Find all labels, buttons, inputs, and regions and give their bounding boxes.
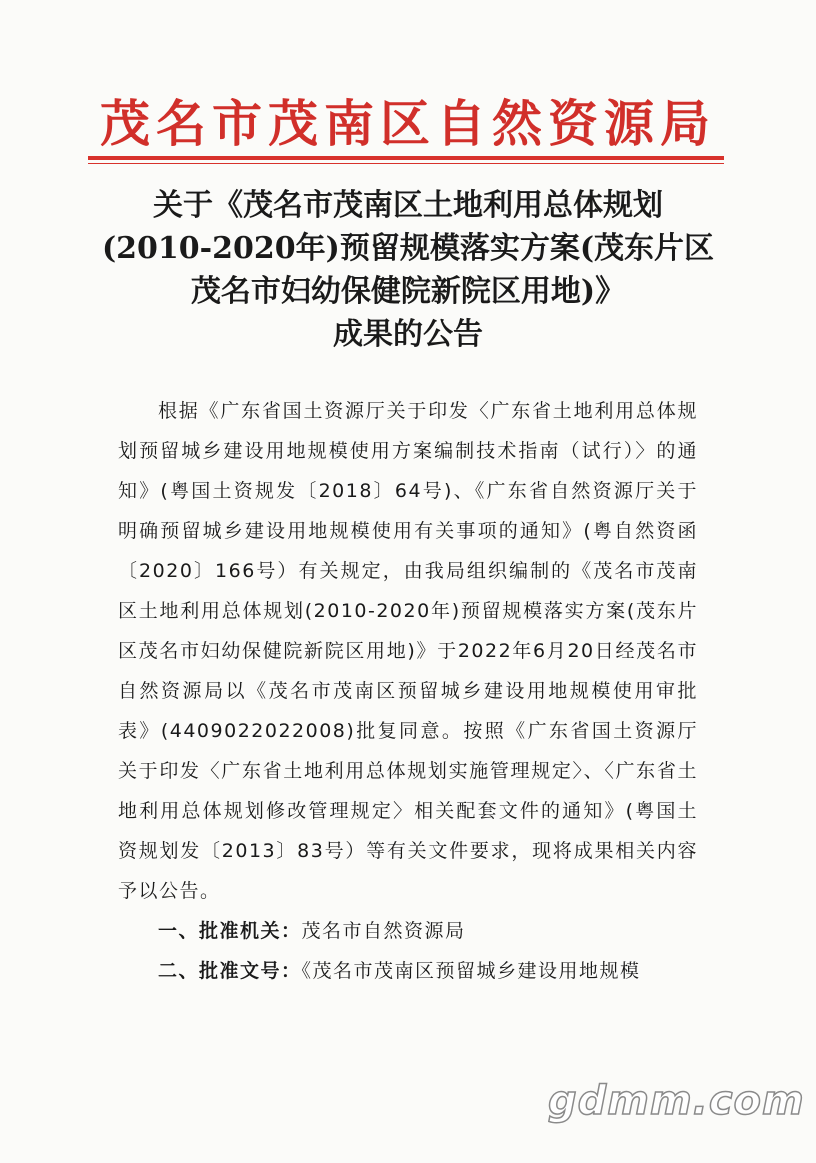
title-line-3: 茂名市妇幼保健院新院区用地)》 (190, 274, 626, 309)
approval-authority-item (118, 911, 698, 951)
red-divider-thin (88, 163, 724, 164)
title-line-2: (2010-2020年)预留规模落实方案(茂东片区 (101, 231, 715, 266)
approval-document-item (118, 951, 698, 991)
issuing-authority-header: 茂名市茂南区自然资源局 (100, 95, 716, 153)
approval-authority-label: 一、批准机关： (158, 920, 302, 942)
body-paragraph: 根据《广东省国土资源厅关于印发〈广东省土地利用总体规划预留城乡建设用地规模使用方案编制技术指南（试行）〉的通知》(粤国土资规发〔2018〕64号)、《广东省自然资源厅关于明确预留城乡建设用地规模使用有关事项的通知》(粤自然资函〔2020〕166号）有关规定，由我局组织编制的《茂名市茂南区土地利用总体规划(2010-2020年)预留规模落实方案(茂东片区茂名市妇幼保健院新院区用地)》于2022年6月20日经茂名市自然资源局以《茂名市茂南区预留城乡建设用地规模使用审批表》(4409022022008)批复同意。按照《广东省国土资源厅关于印发〈广东省土地利用总体规划实施管理规定〉、〈广东省土地利用总体规划修改管理规定〉相关配套文件的通知》(粤国土资规划发〔2013〕83号）等有关文件要求，现将成果相关内容予以公告。 (118, 400, 698, 902)
title-line-1: 关于《茂名市茂南区土地利用总体规划 (153, 188, 663, 223)
announcement-title (60, 184, 756, 356)
approval-document-label: 二、批准文号： (158, 960, 302, 982)
announcement-body (118, 391, 698, 991)
title-line-4: 成果的公告 (333, 317, 483, 352)
approval-document-value: 《茂名市茂南区预留城乡建设用地规模 (301, 960, 641, 982)
site-watermark: gdmm.com (548, 1078, 805, 1124)
approval-authority-value: 茂名市自然资源局 (301, 920, 466, 942)
red-divider-thick (88, 156, 724, 160)
